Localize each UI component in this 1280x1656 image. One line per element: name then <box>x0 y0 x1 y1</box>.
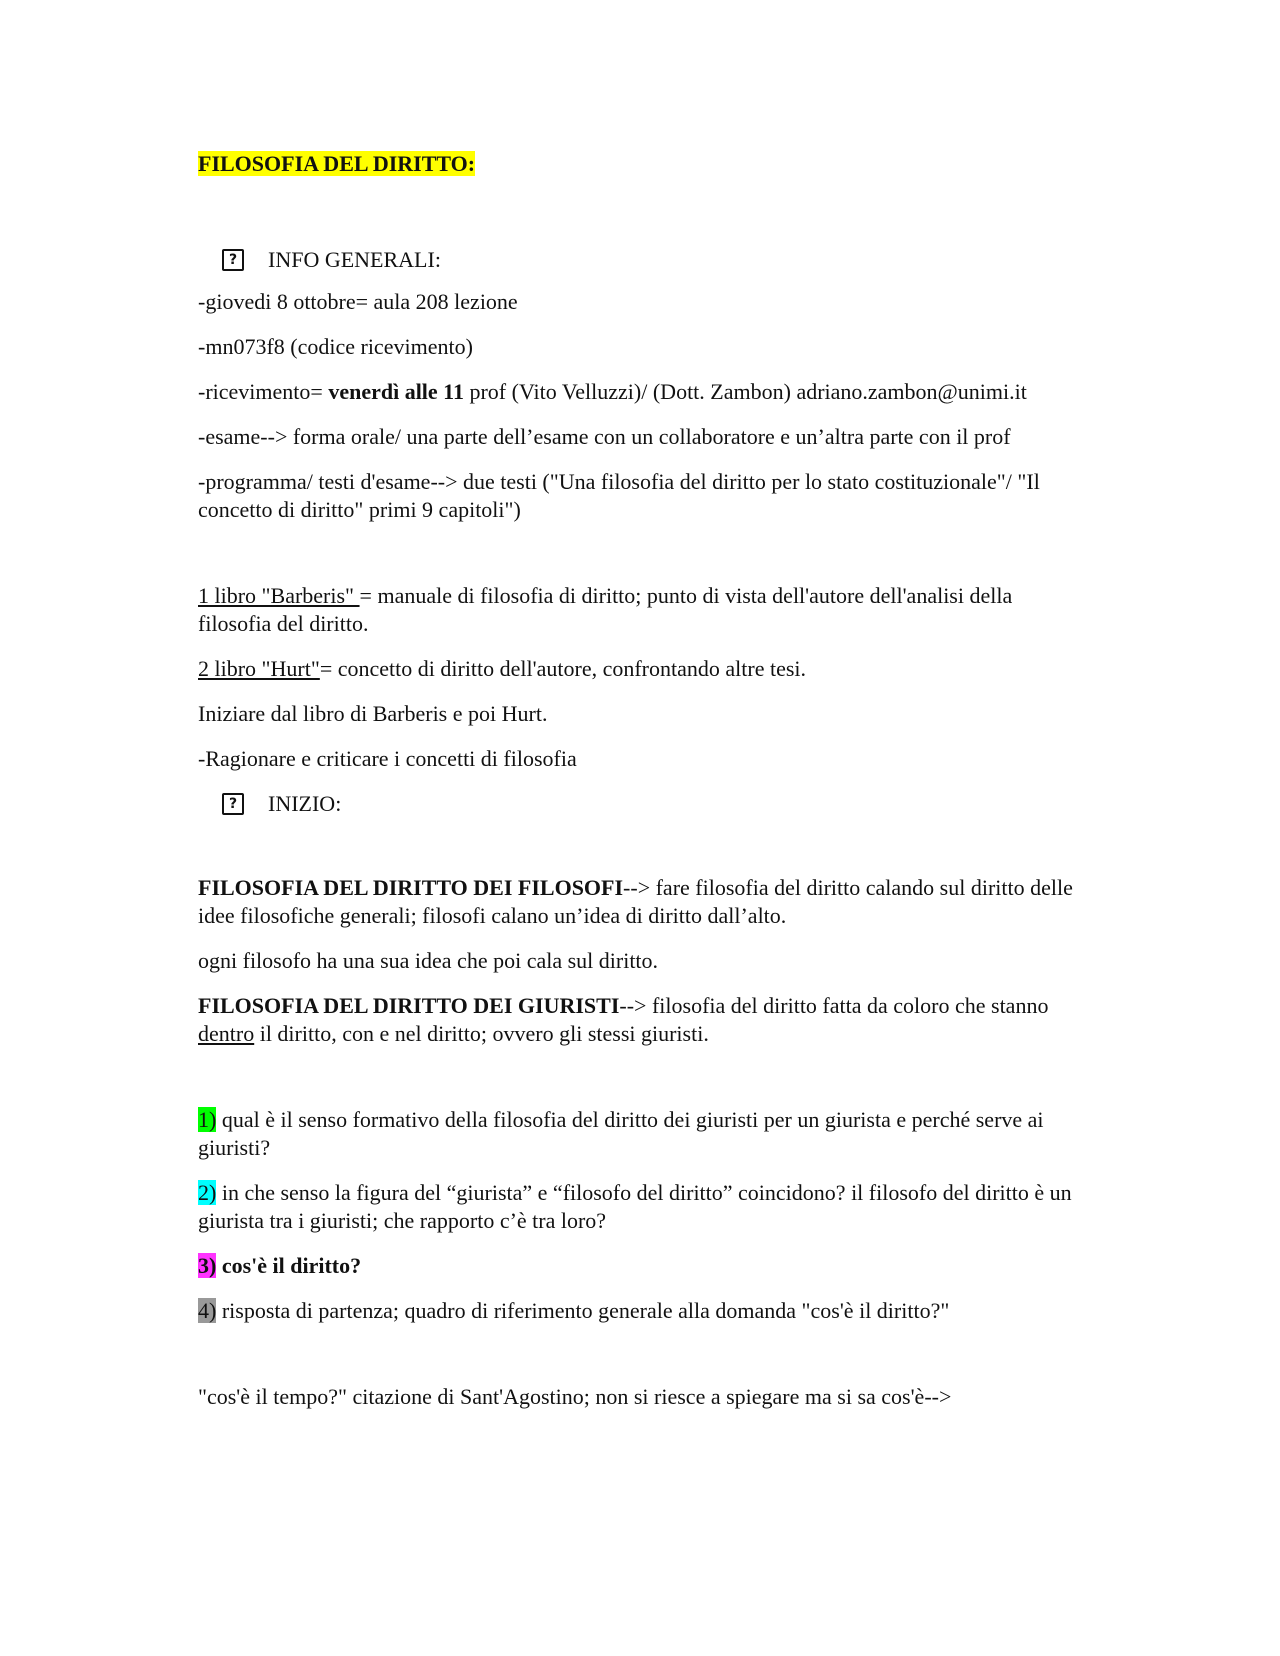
question-box-icon: ? <box>222 249 244 271</box>
giuristi-text-post: il diritto, con e nel diritto; ovvero gli stessi giuristi. <box>254 1021 709 1046</box>
section-inizio <box>222 790 1088 818</box>
info-ricevimento <box>198 378 1088 406</box>
question-2 <box>198 1179 1088 1235</box>
question-text: qual è il senso formativo della filosofia del diritto dei giuristi per un giurista e perché serve ai giuristi? <box>198 1107 1044 1160</box>
book2-label: 2 libro "Hurt" <box>198 656 320 681</box>
question-text: risposta di partenza; quadro di riferimento generale alla domanda "cos'è il diritto?" <box>216 1298 950 1323</box>
question-4 <box>198 1297 1088 1325</box>
info-programma: -programma/ testi d'esame--> due testi ("Una filosofia del diritto per lo stato costituzionale"/ "Il concetto di diritto" primi 9 capitoli") <box>198 469 1040 522</box>
section-label: INIZIO: <box>268 791 342 816</box>
info-esame: -esame--> forma orale/ una parte dell’esame con un collaboratore e un’altra parte con il prof <box>198 424 1011 449</box>
ogni-filosofo: ogni filosofo ha una sua idea che poi cala sul diritto. <box>198 948 659 973</box>
ragionare-text: -Ragionare e criticare i concetti di filosofia <box>198 746 577 771</box>
document-body <box>198 150 1088 1428</box>
question-text: in che senso la figura del “giurista” e “filosofo del diritto” coincidono? il filosofo del diritto è un giurista tra i giuristi; che rapporto c’è tra loro? <box>198 1180 1072 1233</box>
question-text: cos'è il diritto? <box>216 1253 362 1278</box>
filosofi-heading: FILOSOFIA DEL DIRITTO DEI FILOSOFI <box>198 875 624 900</box>
book-barberis <box>198 582 1088 638</box>
giuristi-heading: FILOSOFIA DEL DIRITTO DEI GIURISTI <box>198 993 620 1018</box>
filosofi-text: --> fare filosofia del diritto calando sul diritto delle idee filosofiche generali; filosofi calano un’idea di diritto dall’alto. <box>198 875 1073 928</box>
iniziare-text: Iniziare dal libro di Barberis e poi Hurt. <box>198 701 548 726</box>
giuristi-dentro: dentro <box>198 1021 255 1046</box>
question-3 <box>198 1252 1088 1280</box>
info-codice: -mn073f8 (codice ricevimento) <box>198 334 473 359</box>
question-number: 3) <box>198 1253 217 1278</box>
filosofi-paragraph <box>198 874 1088 930</box>
page-title: FILOSOFIA DEL DIRITTO: <box>198 151 476 176</box>
info-giovedi: -giovedi 8 ottobre= aula 208 lezione <box>198 289 518 314</box>
giuristi-text-pre: --> filosofia del diritto fatta da coloro che stanno <box>619 993 1049 1018</box>
question-box-icon: ? <box>222 793 244 815</box>
question-number: 4) <box>198 1298 217 1323</box>
tempo-citation: "cos'è il tempo?" citazione di Sant'Agostino; non si riesce a spiegare ma si sa cos'è--> <box>198 1384 952 1409</box>
section-label: INFO GENERALI: <box>268 247 441 272</box>
section-info-generali <box>222 246 1088 274</box>
book1-text: = manuale di filosofia di diritto; punto di vista dell'autore dell'analisi della filosofia del diritto. <box>198 583 1013 636</box>
ricevimento-time: venerdì alle 11 <box>328 379 464 404</box>
question-number: 1) <box>198 1107 217 1132</box>
giuristi-paragraph <box>198 992 1088 1048</box>
book2-text: = concetto di diritto dell'autore, confrontando altre tesi. <box>319 656 807 681</box>
ricevimento-details: prof (Vito Velluzzi)/ (Dott. Zambon) adriano.zambon@unimi.it <box>463 379 1027 404</box>
question-1 <box>198 1106 1088 1162</box>
title-line <box>198 150 1088 178</box>
question-number: 2) <box>198 1180 217 1205</box>
book-hurt <box>198 655 1088 683</box>
ricevimento-prefix: -ricevimento= <box>198 379 329 404</box>
book1-label: 1 libro "Barberis" <box>198 583 360 608</box>
